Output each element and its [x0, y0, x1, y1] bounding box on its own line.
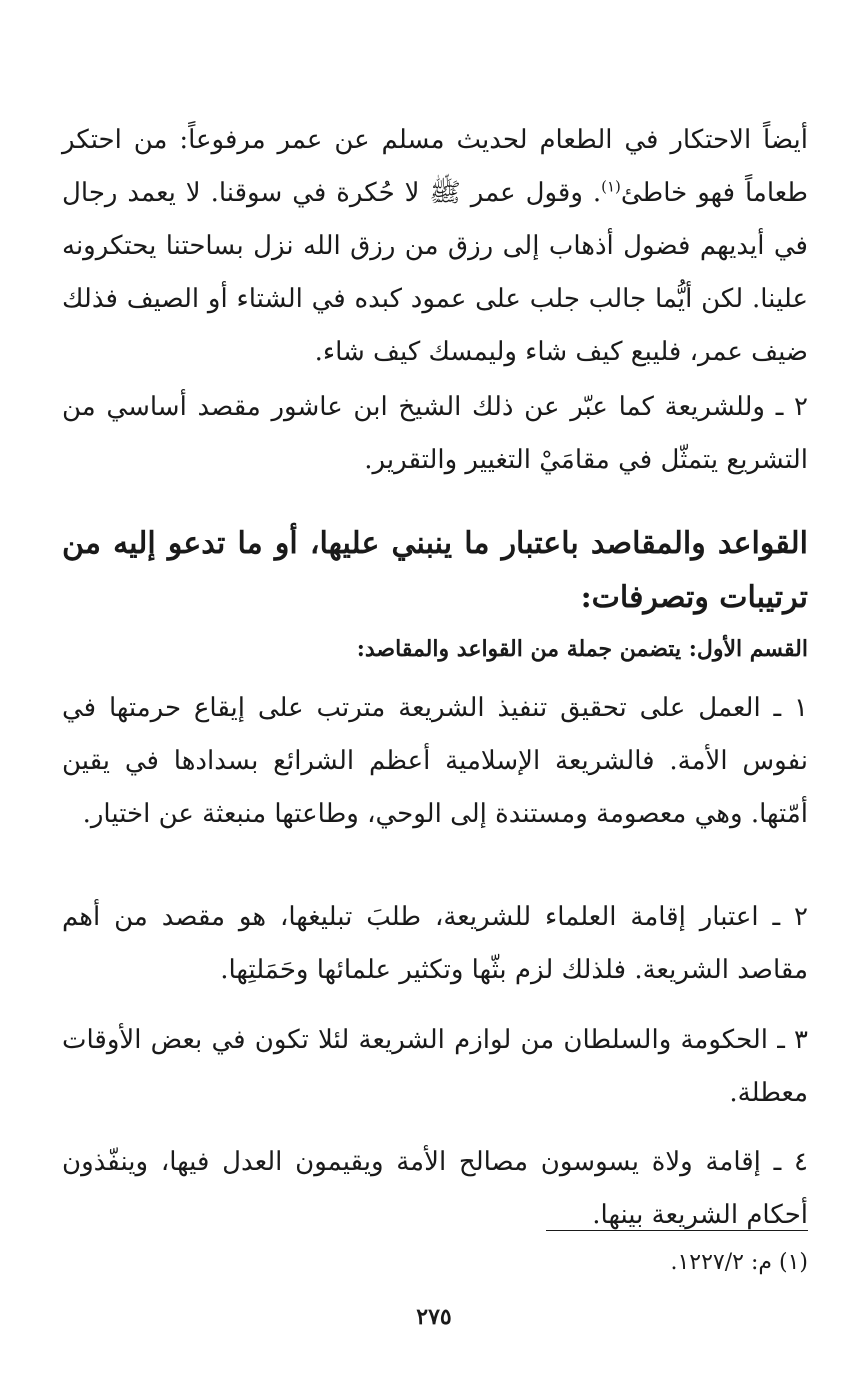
list-item-1: ١ ـ العمل على تحقيق تنفيذ الشريعة مترتب على إيقاع حرمتها في نفوس الأمة. فالشريعة الإسلامية أعظم الشرائع بسدادها في يقين أمّتها. وهي معصومة ومستندة إلى الوحي، وطاعتها منبعثة عن اختيار. [62, 693, 808, 829]
footnote-reference: (١) [601, 177, 621, 196]
paragraph-hoarding [62, 114, 808, 379]
paragraph-ibn-ashur: ٢ ـ وللشريعة كما عبّر عن ذلك الشيخ ابن عاشور مقصد أساسي من التشريع يتمثّل في مقامَيْ التغيير والتقرير. [62, 392, 808, 475]
footnote-divider [546, 1230, 808, 1231]
footnote: (١) م: ١٢٢٧/٢. [670, 1250, 808, 1275]
paragraph-hoarding-text-1: أيضاً الاحتكار في الطعام لحديث مسلم عن عمر مرفوعاً: من احتكر طعاماً فهو خاطئ [62, 125, 808, 208]
paragraph-hoarding-text-2: . وقول عمر ﷺ لا حُكرة في سوقنا. لا يعمد رجال في أيديهم فضول أذهاب إلى رزق من رزق الله نزل بساحتنا يحتكرونه علينا. لكن أيُّما جالب جلب على عمود كبده في الشتاء أو الصيف فذلك ضيف عمر، فليبع كيف شاء وليمسك كيف شاء. [62, 178, 808, 367]
list-item-4: ٤ ـ إقامة ولاة يسوسون مصالح الأمة ويقيمون العدل فيها، وينفّذون أحكام الشريعة بينها. [62, 1147, 808, 1230]
section-subheading: القسم الأول: يتضمن جملة من القواعد والمقاصد: [356, 636, 808, 662]
list-item-3: ٣ ـ الحكومة والسلطان من لوازم الشريعة لئلا تكون في بعض الأوقات معطلة. [62, 1025, 808, 1108]
section-heading: القواعد والمقاصد باعتبار ما ينبني عليها، أو ما تدعو إليه من ترتيبات وتصرفات: [62, 525, 808, 615]
page-number: ٢٧٥ [416, 1304, 452, 1330]
list-item-2: ٢ ـ اعتبار إقامة العلماء للشريعة، طلبَ تبليغها، هو مقصد من أهم مقاصد الشريعة. فلذلك لزم بثّها وتكثير علمائها وحَمَلتِها. [62, 902, 809, 985]
